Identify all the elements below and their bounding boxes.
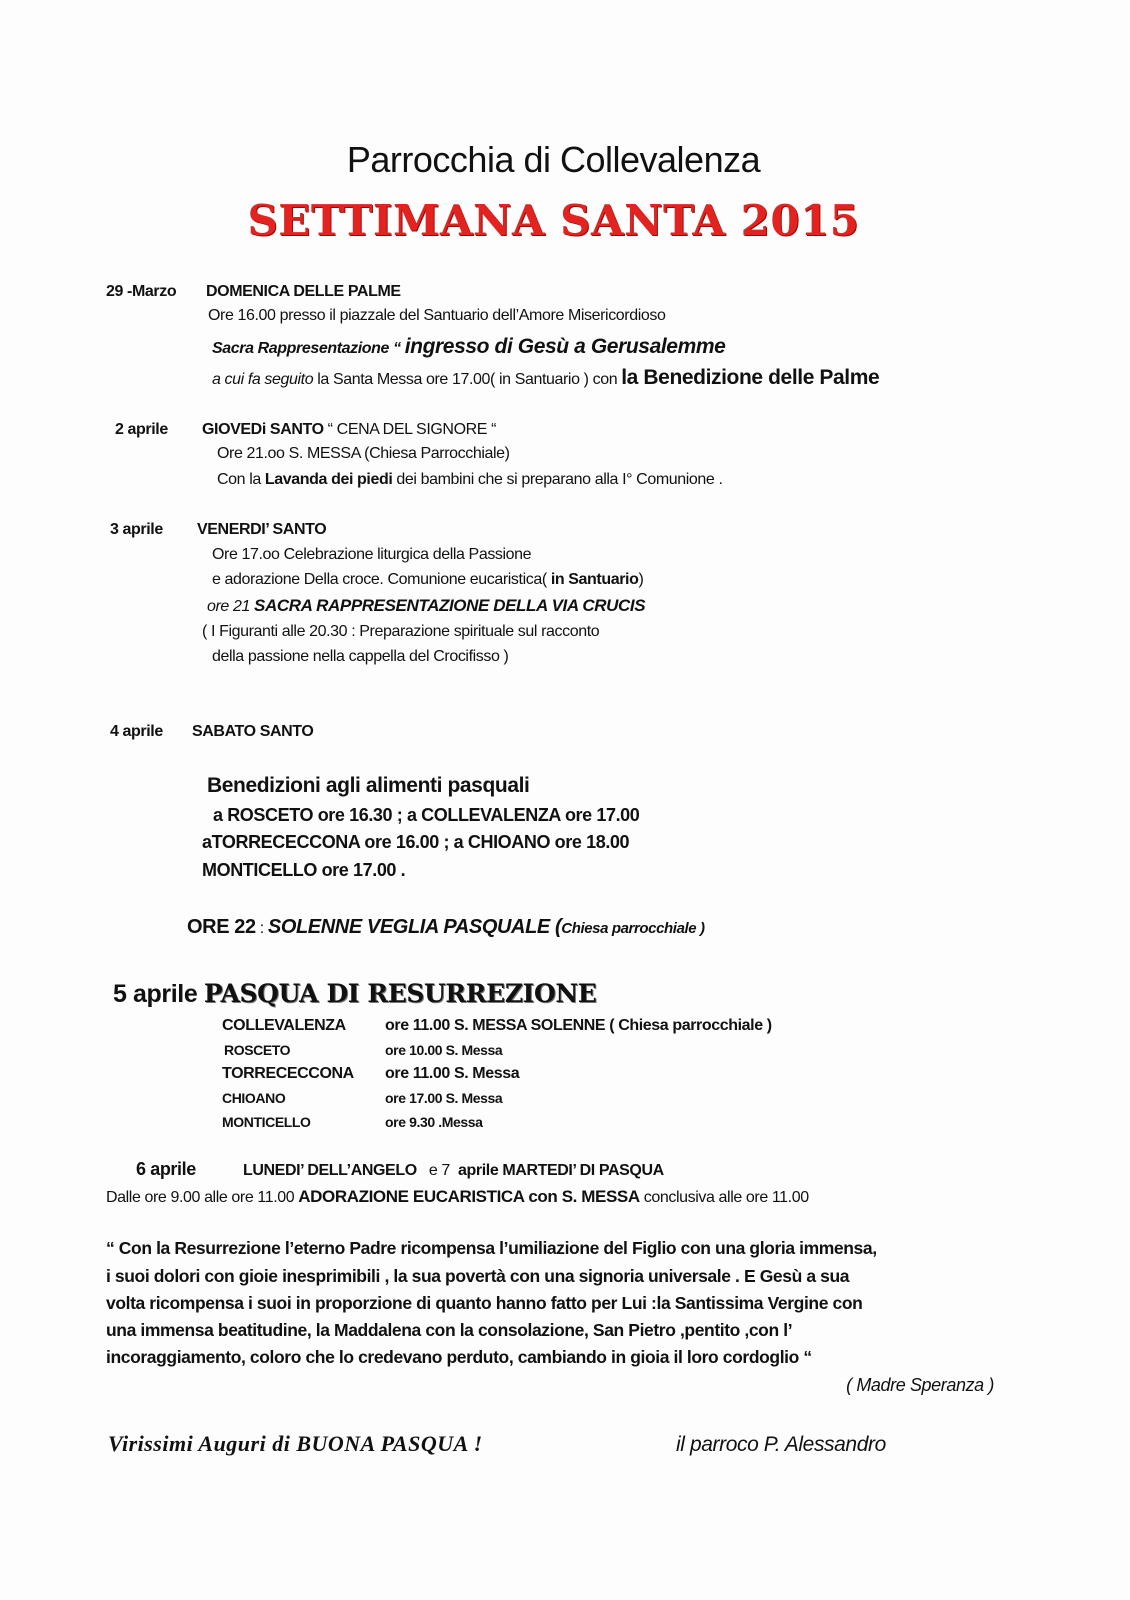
text-segment: LUNEDI’ DELL’ANGELO bbox=[243, 1162, 417, 1179]
event-line bbox=[207, 596, 1130, 622]
text-segment: SOLENNE VEGLIA PASQUALE ( bbox=[267, 916, 562, 938]
event-name: DOMENICA DELLE PALME bbox=[206, 283, 401, 300]
mass-place: ROSCETO bbox=[224, 1042, 291, 1058]
event-line bbox=[217, 470, 1097, 520]
text-segment: ingresso di Gesù a Gerusalemme bbox=[404, 335, 726, 358]
text-segment: “ CENA DEL SIGNORE “ bbox=[323, 421, 497, 438]
mass-time: ore 9.30 .Messa bbox=[385, 1114, 483, 1130]
text-segment: in Santuario bbox=[550, 571, 639, 588]
easter-heading bbox=[113, 978, 1130, 1016]
text-segment: la Santa Messa ore 17.00( in Santuario ) con bbox=[313, 371, 622, 388]
event-line bbox=[212, 570, 1130, 596]
event-date: 2 aprile bbox=[115, 421, 168, 438]
text-segment: Dalle ore 9.00 alle ore 11.00 bbox=[106, 1189, 299, 1206]
event-line bbox=[106, 1187, 1056, 1238]
mass-place: COLLEVALENZA bbox=[222, 1017, 346, 1034]
event-line: ( I Figuranti alle 20.30 : Preparazione spirituale sul racconto bbox=[202, 623, 600, 640]
event-line: Ore 21.oo S. MESSA (Chiesa Parrocchiale) bbox=[217, 445, 510, 462]
text-segment: SACRA RAPPRESENTAZIONE DELLA VIA CRUCIS bbox=[254, 596, 646, 615]
mass-time: ore 17.00 S. Messa bbox=[385, 1090, 503, 1106]
event-date: 3 aprile bbox=[110, 521, 163, 538]
blessing-line: a ROSCETO ore 16.30 ; a COLLEVALENZA ore 17.00 bbox=[213, 805, 640, 825]
quote-line: una immensa beatitudine, la Maddalena con la consolazione, San Pietro ,pentito ,con l’ bbox=[106, 1320, 793, 1340]
mass-time: ore 11.00 S. Messa bbox=[385, 1065, 520, 1082]
event-header bbox=[110, 722, 1130, 773]
event-name bbox=[243, 1161, 664, 1181]
text-segment: Chiesa parrocchiale ) bbox=[561, 920, 705, 937]
quote-author: ( Madre Speranza ) bbox=[846, 1375, 994, 1395]
quote-line: i suoi dolori con gioie inesprimibili , la sua povertà con una signoria universale . E Gesù a sua bbox=[106, 1266, 850, 1286]
text-segment: : bbox=[255, 920, 268, 937]
quote-line: “ Con la Resurrezione l’eterno Padre ricompensa l’umiliazione del Figlio con una gloria immensa, bbox=[106, 1238, 877, 1258]
event-header bbox=[106, 282, 1130, 306]
text-segment: a cui fa seguito bbox=[212, 371, 314, 388]
event-line: Ore 16.00 presso il piazzale del Santuario dell’Amore Misericordioso bbox=[208, 307, 666, 324]
text-segment: conclusiva alle ore 11.00 bbox=[639, 1189, 809, 1206]
quote-line: volta ricompensa i suoi in proporzione di quanto hanno fatto per Lui :la Santissima Vergine con bbox=[106, 1293, 863, 1313]
blessing-line: MONTICELLO ore 17.00 . bbox=[202, 860, 406, 880]
event-line: della passione nella cappella del Crocifisso ) bbox=[212, 648, 509, 665]
quote-line: incoraggiamento, coloro che lo credevano perduto, cambiando in gioia il loro cordoglio “ bbox=[106, 1347, 812, 1367]
text-segment: e 7 bbox=[416, 1162, 459, 1179]
mass-place: MONTICELLO bbox=[222, 1114, 311, 1130]
text-segment: PASQUA DI RESURREZIONE bbox=[203, 979, 597, 1008]
text-segment: Lavanda dei piedi bbox=[264, 471, 393, 488]
text-segment: ORE 22 bbox=[187, 916, 256, 938]
easter-masses bbox=[222, 1016, 1130, 1159]
greeting: Virissimi Auguri di BUONA PASQUA ! bbox=[108, 1431, 483, 1456]
footer bbox=[108, 1431, 1130, 1458]
text-segment: ADORAZIONE EUCARISTICA con S. MESSA bbox=[298, 1187, 640, 1206]
event-date: 4 aprile bbox=[110, 723, 163, 740]
mass-place: CHIOANO bbox=[222, 1090, 286, 1106]
text-segment: ) bbox=[638, 571, 644, 588]
text-segment: dei bambini che si preparano alla I° Comunione . bbox=[392, 471, 723, 488]
text-segment: ore 21 bbox=[207, 598, 255, 615]
event-date: 29 -Marzo bbox=[106, 283, 177, 300]
event-name: VENERDI’ SANTO bbox=[197, 521, 327, 538]
blessing-line: aTORRECECCONA ore 16.00 ; a CHIOANO ore 18.00 bbox=[202, 832, 630, 852]
text-segment: Sacra Rappresentazione “ bbox=[212, 340, 405, 357]
event-header bbox=[136, 1159, 1130, 1187]
event-header bbox=[110, 520, 1130, 545]
text-segment: 5 aprile bbox=[113, 980, 204, 1008]
event-name bbox=[202, 420, 496, 440]
text-segment: GIOVEDi SANTO bbox=[202, 421, 324, 438]
event-line: Ore 17.oo Celebrazione liturgica della Passione bbox=[212, 546, 532, 563]
text-segment: la Benedizione delle Palme bbox=[621, 366, 880, 389]
signature: il parroco P. Alessandro bbox=[676, 1433, 886, 1456]
quote bbox=[106, 1238, 1106, 1431]
mass-time: ore 11.00 S. MESSA SOLENNE ( Chiesa parrocchiale ) bbox=[385, 1017, 772, 1034]
mass-place: TORRECECCONA bbox=[222, 1065, 354, 1082]
page-title: SETTIMANA SANTA 2015 bbox=[247, 196, 860, 245]
vigil-line bbox=[187, 914, 1130, 978]
parish-name: Parrocchia di Collevalenza bbox=[346, 139, 761, 180]
text-segment: Con la bbox=[217, 471, 265, 488]
event-date: 6 aprile bbox=[136, 1159, 196, 1179]
text-segment: aprile MARTEDI’ DI PASQUA bbox=[458, 1162, 664, 1179]
blessing-title: Benedizioni agli alimenti pasquali bbox=[207, 774, 530, 797]
event-line bbox=[212, 365, 1112, 420]
mass-time: ore 10.00 S. Messa bbox=[385, 1042, 503, 1058]
event-line bbox=[212, 334, 1130, 365]
text-segment: e adorazione Della croce. Comunione eucaristica( bbox=[212, 571, 551, 588]
event-header bbox=[115, 420, 1130, 444]
event-name: SABATO SANTO bbox=[192, 723, 314, 740]
